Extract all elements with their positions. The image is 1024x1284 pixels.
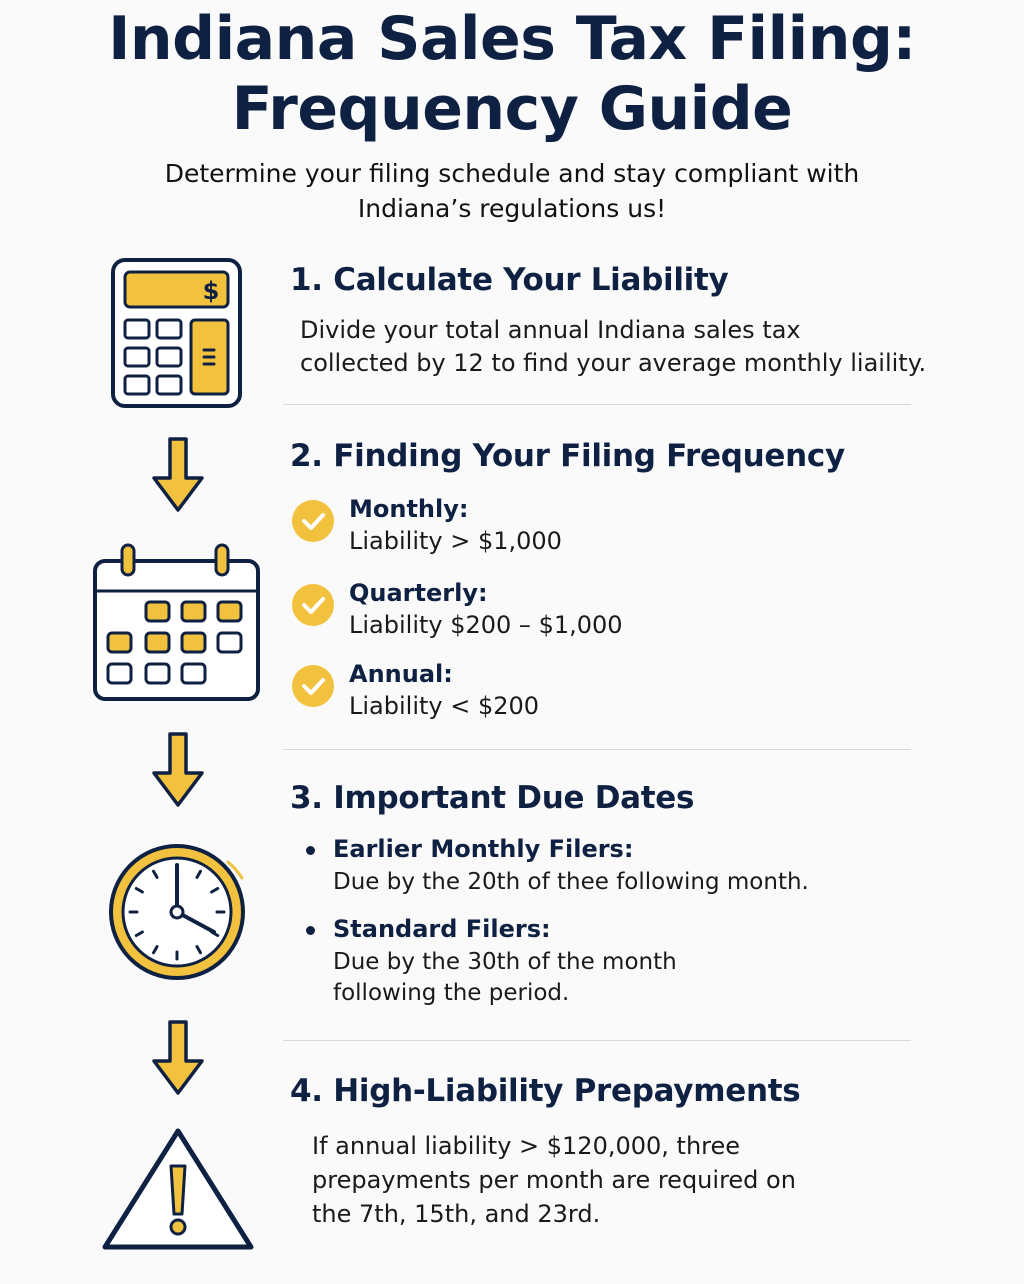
frequency-label: Monthly: <box>349 495 469 523</box>
step-4-line-1: If annual liability > $120,000, three <box>312 1132 741 1160</box>
due-date-label: Standard Filers: <box>333 915 551 943</box>
title-line-2: Frequency Guide <box>231 74 793 144</box>
due-date-line-1: Due by the 20th of thee following month. <box>333 869 809 895</box>
step-4-line-3: the 7th, 15th, and 23rd. <box>312 1200 601 1228</box>
step-1-description <box>300 314 926 380</box>
frequency-value: Liability < $200 <box>349 692 540 720</box>
subtitle-line-1: Determine your filing schedule and stay compliant with <box>164 159 860 188</box>
due-date-line-1: Due by the 30th of the month <box>333 949 677 975</box>
calendar-icon <box>92 543 262 703</box>
bullet-icon <box>306 926 315 935</box>
due-date-line-2: following the period. <box>333 980 570 1006</box>
due-date-text <box>333 867 809 898</box>
divider <box>283 404 911 405</box>
step-3-heading: 3. Important Due Dates <box>290 780 695 816</box>
divider <box>283 749 911 750</box>
due-date-label: Earlier Monthly Filers: <box>333 835 634 863</box>
checkmark-icon <box>292 665 334 707</box>
checkmark-icon <box>292 584 334 626</box>
page-title <box>0 4 1024 144</box>
page-subtitle <box>110 156 914 226</box>
arrow-down-icon <box>150 436 206 514</box>
step-1-line-1: Divide your total annual Indiana sales tax <box>300 316 801 344</box>
frequency-value: Liability $200 – $1,000 <box>349 611 623 639</box>
frequency-label: Quarterly: <box>349 579 488 607</box>
title-line-1: Indiana Sales Tax Filing: <box>108 4 916 74</box>
step-2-heading: 2. Finding Your Filing Frequency <box>290 438 845 474</box>
step-4-line-2: prepayments per month are required on <box>312 1166 796 1194</box>
clock-icon <box>94 838 264 980</box>
divider <box>283 1040 911 1041</box>
step-1-line-2: collected by 12 to find your average monthly liaility. <box>300 349 927 377</box>
due-date-text <box>333 947 677 1009</box>
arrow-down-icon <box>150 731 206 809</box>
dollar-sign: $ <box>202 277 220 305</box>
checkmark-icon <box>292 500 334 542</box>
frequency-label: Annual: <box>349 660 453 688</box>
frequency-value: Liability > $1,000 <box>349 527 562 555</box>
arrow-down-icon <box>150 1019 206 1097</box>
step-4-heading: 4. High-Liability Prepayments <box>290 1073 801 1109</box>
step-1-heading: 1. Calculate Your Liability <box>290 262 729 298</box>
warning-icon <box>101 1126 255 1252</box>
subtitle-line-2: Indiana’s regulations us! <box>357 194 667 223</box>
step-4-description <box>312 1129 796 1231</box>
bullet-icon <box>306 846 315 855</box>
calculator-icon <box>110 257 244 409</box>
